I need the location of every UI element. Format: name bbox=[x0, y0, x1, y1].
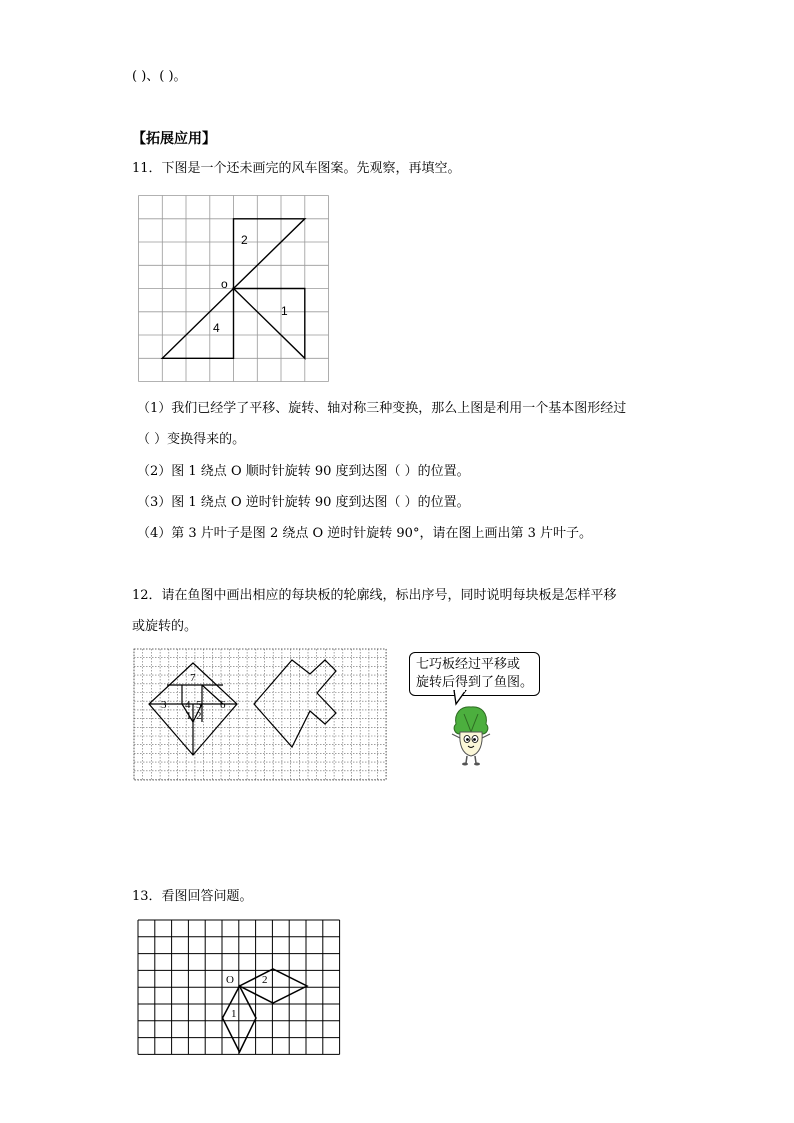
leaf-4-label: 4 bbox=[213, 321, 220, 335]
q12-prompt-b: 或旋转的。 bbox=[132, 619, 198, 634]
rhombus-2 bbox=[240, 969, 308, 1003]
q11-windmill-grid bbox=[135, 192, 335, 392]
rhombus-2-label: 2 bbox=[262, 974, 268, 986]
fish-outline bbox=[254, 660, 336, 747]
leaf-1 bbox=[234, 289, 305, 359]
leaf-1-label: 1 bbox=[281, 304, 288, 318]
piece-2-label: 2 bbox=[196, 710, 202, 722]
q11-sub1b: （ ）变换得来的。 bbox=[137, 432, 246, 447]
q13-rhombus-grid bbox=[134, 917, 344, 1057]
q12-prompt-a: 12．请在鱼图中画出相应的每块板的轮廓线，标出序号，同时说明每块板是怎样平移 bbox=[132, 588, 617, 603]
section-title: 【拓展应用】 bbox=[132, 131, 216, 147]
q11-sub1a: （1）我们已经学了平移、旋转、轴对称三种变换，那么上图是利用一个基本图形经过 bbox=[137, 401, 627, 416]
leaf-2-label: 2 bbox=[241, 233, 248, 247]
bubble-line-1: 七巧板经过平移或 bbox=[416, 657, 521, 672]
piece-6-label: 6 bbox=[220, 699, 226, 711]
piece-1-label: 1 bbox=[186, 710, 192, 722]
cabbage-mascot-icon bbox=[446, 704, 496, 766]
point-o-label-13: O bbox=[226, 974, 234, 986]
q12-tangram-fish-grid bbox=[132, 647, 388, 783]
speech-bubble bbox=[409, 652, 540, 696]
leaf-2 bbox=[234, 219, 305, 289]
piece-7-label: 7 bbox=[190, 672, 196, 684]
piece-5-label: 5 bbox=[196, 699, 202, 711]
q13-prompt: 13．看图回答问题。 bbox=[132, 889, 253, 904]
q11-prompt: 11．下图是一个还未画完的风车图案。先观察，再填空。 bbox=[132, 161, 461, 176]
q11-sub4: （4）第 3 片叶子是图 2 绕点 O 逆时针旋转 90°，请在图上画出第 3 片叶子。 bbox=[137, 526, 592, 541]
point-o-label: o bbox=[221, 277, 228, 291]
answer-blanks-line: ( )、( )。 bbox=[132, 69, 187, 84]
bubble-line-2: 旋转后得到了鱼图。 bbox=[416, 675, 534, 690]
piece-3-label: 3 bbox=[161, 699, 167, 711]
q11-sub2: （2）图 1 绕点 O 顺时针旋转 90 度到达图（ ）的位置。 bbox=[137, 464, 470, 479]
rhombus-1-label: 1 bbox=[231, 1008, 237, 1020]
piece-4-label: 4 bbox=[185, 699, 191, 711]
leaf-4 bbox=[162, 289, 233, 359]
q11-sub3: （3）图 1 绕点 O 逆时针旋转 90 度到达图（ ）的位置。 bbox=[137, 495, 470, 510]
